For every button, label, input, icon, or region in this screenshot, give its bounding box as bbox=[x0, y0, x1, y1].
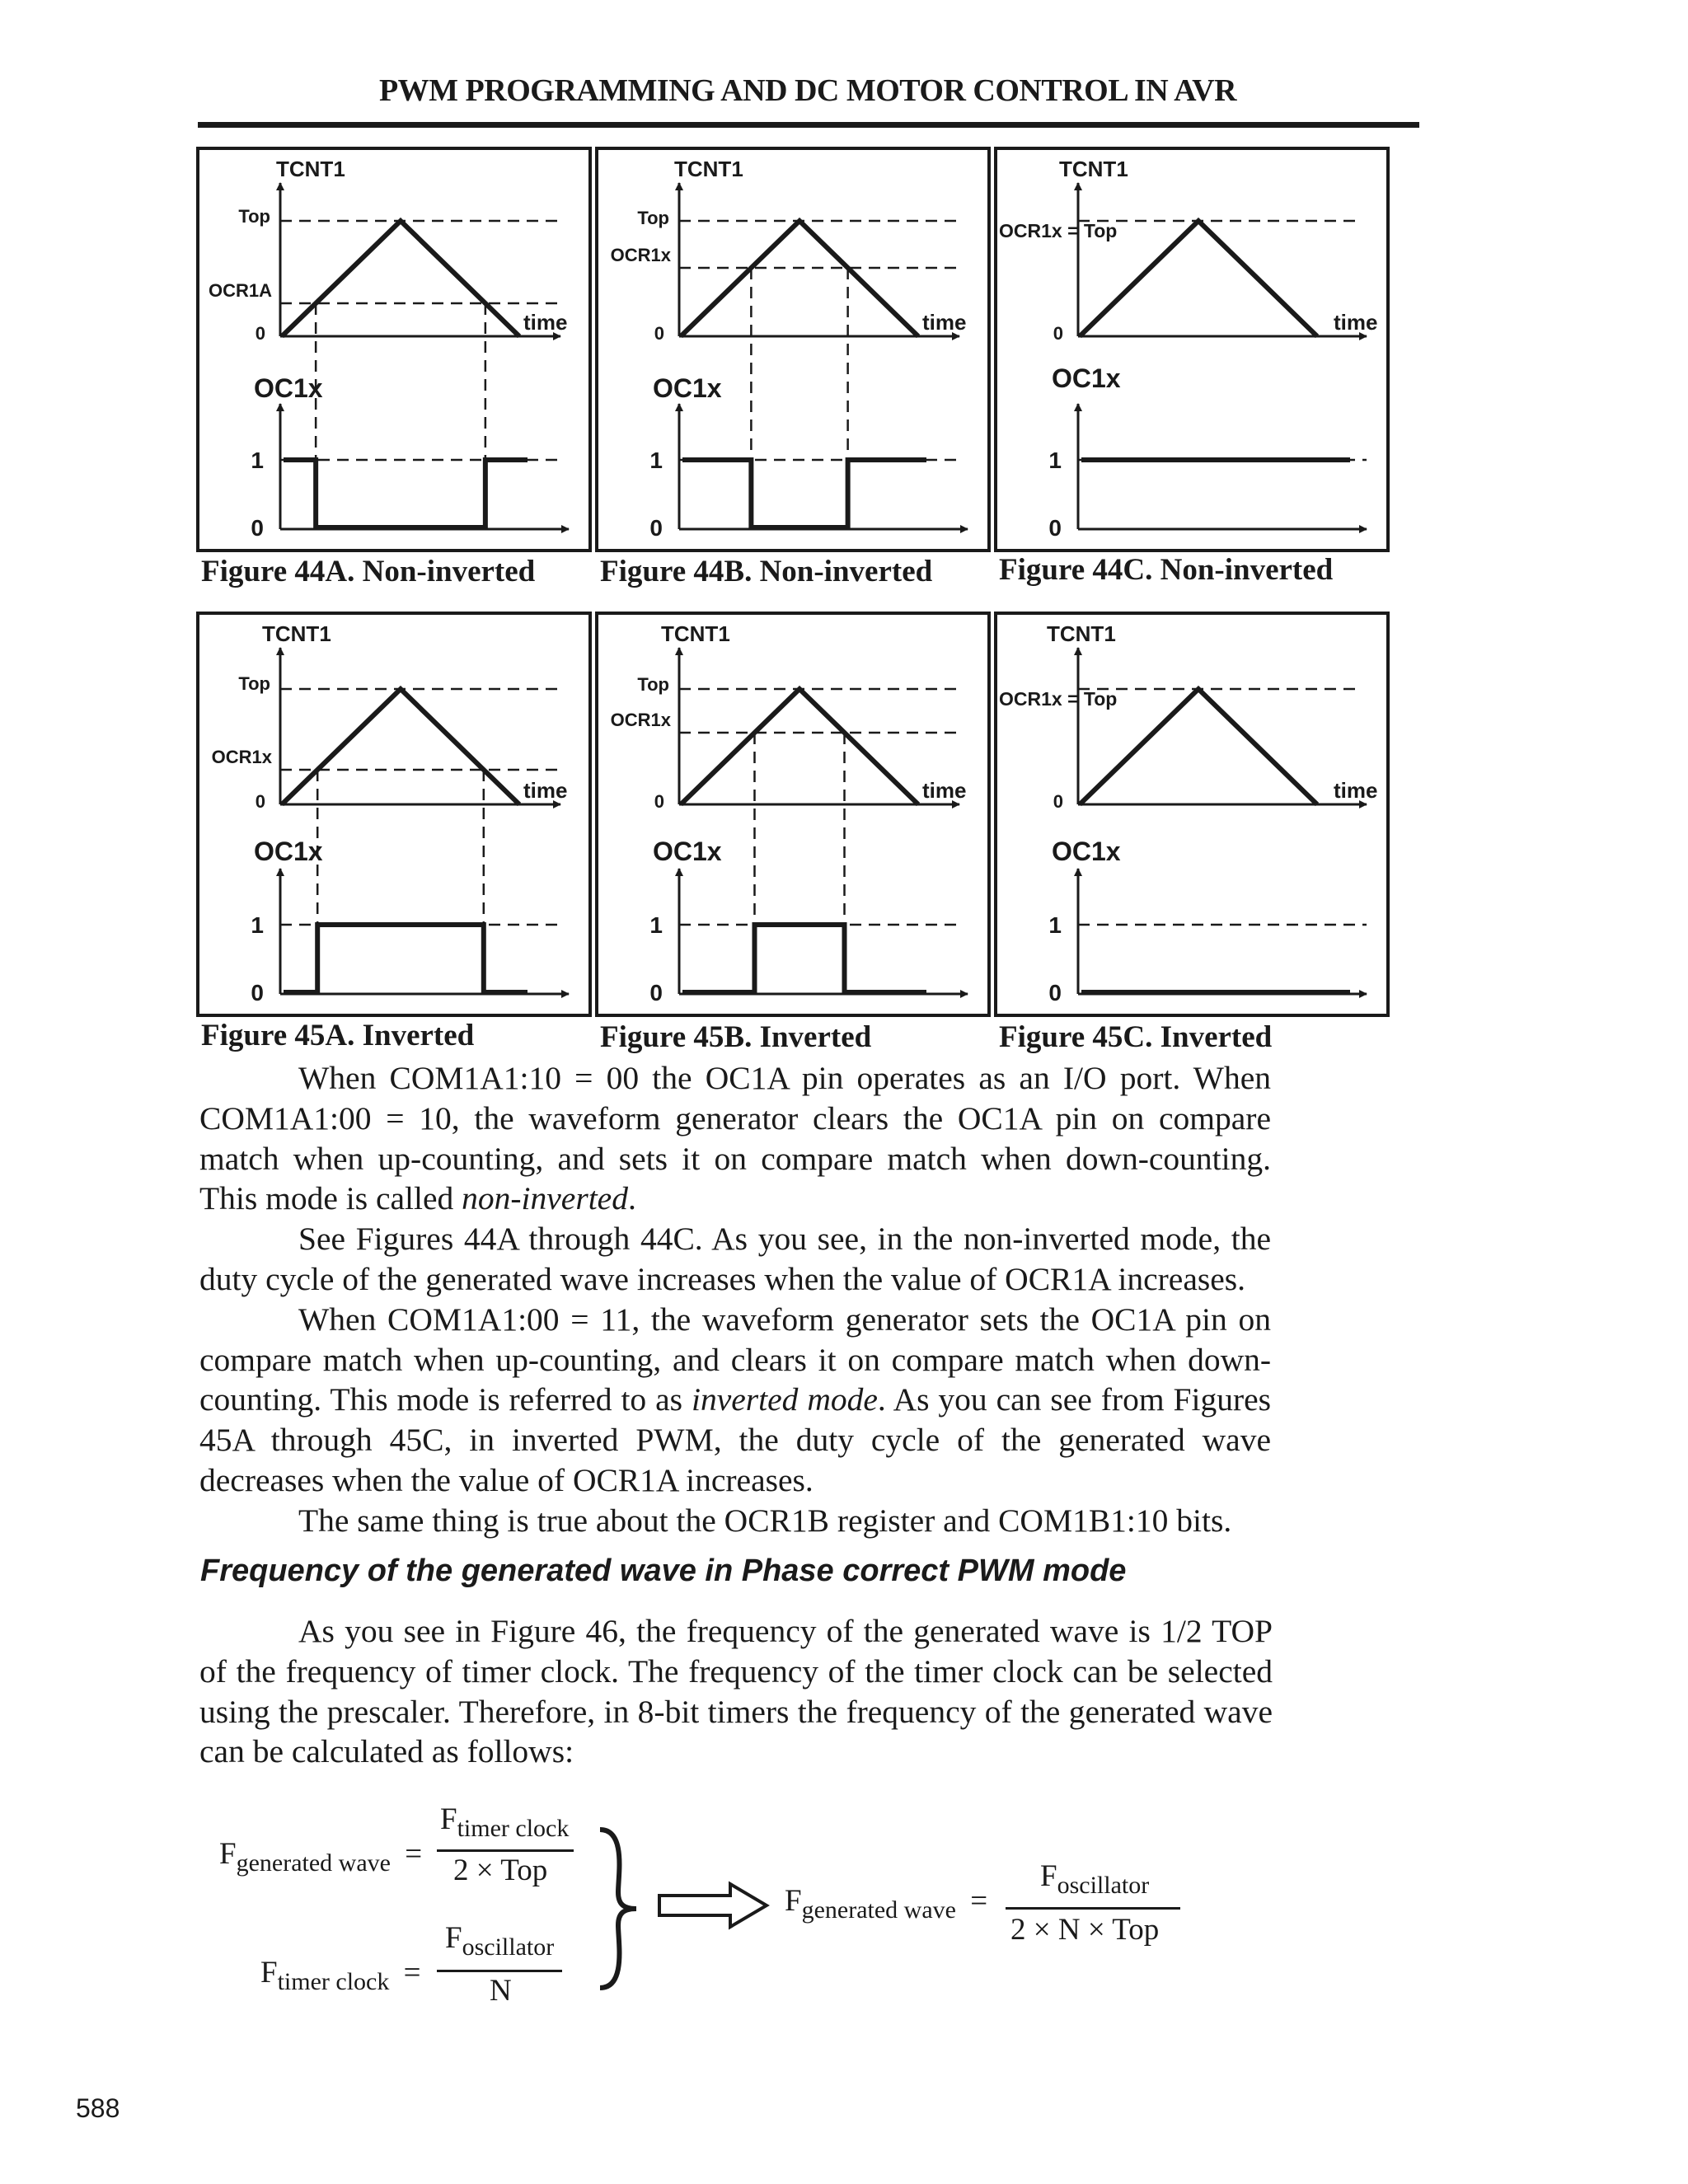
caption-45b: Figure 45B. Inverted bbox=[600, 1020, 872, 1054]
panel-1-time-label: time bbox=[523, 310, 568, 335]
panel-2-top-label: Top bbox=[637, 208, 669, 228]
panel-3-level1-label: 1 bbox=[1048, 448, 1062, 473]
panel-2-level0-label: 0 bbox=[649, 515, 663, 541]
running-header: PWM PROGRAMMING AND DC MOTOR CONTROL IN AVR bbox=[378, 73, 1237, 108]
panel-5-ocr-label: OCR1x bbox=[610, 710, 671, 730]
panel-1-tcnt-label: TCNT1 bbox=[276, 157, 345, 181]
eq1-numerator: $F_{timer clock}$ bbox=[440, 1802, 570, 1842]
curly-brace-icon bbox=[593, 1826, 643, 1991]
panel-5-level0-label: 0 bbox=[649, 980, 663, 1005]
page-number: 588 bbox=[76, 2093, 120, 2123]
panel-6-ocr-label: OCR1x = Top bbox=[999, 688, 1118, 710]
panel-2-oc1x-label: OC1x bbox=[653, 373, 722, 403]
panel-2-tcnt-label: TCNT1 bbox=[674, 157, 743, 181]
panel-6-tcnt-label: TCNT1 bbox=[1047, 621, 1116, 646]
panel-5-counter-wave bbox=[681, 689, 918, 804]
figure-panels bbox=[0, 0, 1688, 1071]
eq1-fraction-bar bbox=[437, 1849, 574, 1852]
panel-1-zero-label: 0 bbox=[255, 323, 265, 344]
paragraph-frequency: As you see in Figure 46, the frequency of the generated wave is 1/2 TOP of the frequency of timer clock. The frequency of the timer clock can be selected using the prescaler. Therefore, in 8-bit timers the frequency of the generated wave can be calculated as follows: bbox=[199, 1613, 1273, 1770]
eq1-lhs: $F_{generated wave}$ = bbox=[219, 1837, 423, 1877]
section-heading: Frequency of the generated wave in Phase correct PWM mode bbox=[200, 1554, 1127, 1588]
eq3-lhs: $F_{generated wave}$ = bbox=[785, 1884, 988, 1924]
caption-44c: Figure 44C. Non-inverted bbox=[999, 553, 1334, 587]
panel-4-output-wave bbox=[284, 925, 528, 992]
panel-6-time-label: time bbox=[1334, 778, 1378, 803]
panel-4-zero-label: 0 bbox=[255, 791, 265, 812]
eq2-fraction-bar bbox=[437, 1970, 562, 1972]
panel-1-counter-wave bbox=[282, 221, 519, 336]
panel-6-oc1x-label: OC1x bbox=[1052, 837, 1121, 866]
panel-1-oc1x-label: OC1x bbox=[254, 373, 323, 403]
panel-1-level0-label: 0 bbox=[251, 515, 264, 541]
paragraph-figures-44: See Figures 44A through 44C. As you see, in the non-inverted mode, the duty cycle of the generated wave increases when the value of OCR1A increases. bbox=[199, 1221, 1271, 1297]
eq3-fraction-bar bbox=[1006, 1907, 1180, 1910]
panel-2-zero-label: 0 bbox=[654, 323, 664, 344]
panel-2-level1-label: 1 bbox=[649, 448, 663, 473]
panel-5-oc1x-label: OC1x bbox=[653, 837, 722, 866]
panel-3-time-label: time bbox=[1334, 310, 1378, 335]
eq1-denominator: 2 × Top bbox=[453, 1854, 548, 1887]
eq2-numerator: $F_{oscillator}$ bbox=[445, 1921, 555, 1961]
eq3-numerator: $F_{oscillator}$ bbox=[1040, 1859, 1150, 1899]
eq2-lhs: $F_{timer clock}$ = bbox=[260, 1956, 421, 1995]
panel-3-frame bbox=[996, 148, 1388, 551]
panel-6-level1-label: 1 bbox=[1048, 912, 1062, 938]
caption-44a: Figure 44A. Non-inverted bbox=[201, 555, 536, 588]
panel-3-tcnt-label: TCNT1 bbox=[1059, 157, 1128, 181]
section-body-text bbox=[199, 1611, 1273, 1772]
panel-5-top-label: Top bbox=[637, 674, 669, 695]
panel-2-counter-wave bbox=[681, 221, 918, 336]
caption-45c: Figure 45C. Inverted bbox=[999, 1020, 1273, 1054]
panel-4-level1-label: 1 bbox=[251, 912, 264, 938]
panel-1-ocr-label: OCR1A bbox=[208, 280, 272, 301]
panel-4-oc1x-label: OC1x bbox=[254, 837, 323, 866]
eq2-denominator: N bbox=[490, 1974, 512, 2008]
panel-2-output-wave bbox=[682, 460, 926, 527]
panel-6-level0-label: 0 bbox=[1048, 980, 1062, 1005]
panel-5-tcnt-label: TCNT1 bbox=[661, 621, 730, 646]
panel-2-time-label: time bbox=[922, 310, 967, 335]
panel-3-ocr-label: OCR1x = Top bbox=[999, 220, 1118, 241]
panel-4-tcnt-label: TCNT1 bbox=[262, 621, 331, 646]
implies-arrow-icon bbox=[656, 1879, 771, 1932]
paragraph-ocr1b: The same thing is true about the OCR1B register and COM1B1:10 bits. bbox=[298, 1502, 1232, 1539]
panel-4-time-label: time bbox=[523, 778, 568, 803]
eq3-denominator: 2 × N × Top bbox=[1010, 1913, 1160, 1947]
panel-1-output-wave bbox=[284, 460, 528, 527]
caption-44b: Figure 44B. Non-inverted bbox=[600, 555, 933, 588]
panel-3-level0-label: 0 bbox=[1048, 515, 1062, 541]
panel-3-oc1x-label: OC1x bbox=[1052, 363, 1121, 393]
panel-4-top-label: Top bbox=[238, 673, 270, 694]
panel-5-level1-label: 1 bbox=[649, 912, 663, 938]
panel-1-level1-label: 1 bbox=[251, 448, 264, 473]
panel-2-ocr-label: OCR1x bbox=[610, 245, 671, 265]
paragraph-non-inverted: When COM1A1:10 = 00 the OC1A pin operates as an I/O port. When COM1A1:00 = 10, the waveform generator clears the OC1A pin on compare match when up-counting, and sets it on compare match when down-counting. This mode is called non-inverted. bbox=[199, 1060, 1271, 1217]
panel-5-time-label: time bbox=[922, 778, 967, 803]
panel-5-output-wave bbox=[682, 925, 926, 992]
panel-4-counter-wave bbox=[282, 689, 519, 804]
panel-3-zero-label: 0 bbox=[1053, 323, 1063, 344]
panel-5-zero-label: 0 bbox=[654, 791, 664, 812]
caption-45a: Figure 45A. Inverted bbox=[201, 1019, 475, 1052]
panel-4-ocr-label: OCR1x bbox=[211, 747, 272, 767]
panel-6-zero-label: 0 bbox=[1053, 791, 1063, 812]
paragraph-inverted: When COM1A1:00 = 11, the waveform generator sets the OC1A pin on compare match when up-counting, and clears it on compare match when down-counting. This mode is referred to as inverted mode. As you can see from Figures 45A through 45C, in inverted PWM, the duty cycle of the generated wave decreases when the value of OCR1A increases. bbox=[199, 1301, 1272, 1498]
panel-1-top-label: Top bbox=[238, 206, 270, 227]
body-text bbox=[199, 1058, 1271, 1541]
panel-6-frame bbox=[996, 613, 1388, 1015]
panel-4-level0-label: 0 bbox=[251, 980, 264, 1005]
